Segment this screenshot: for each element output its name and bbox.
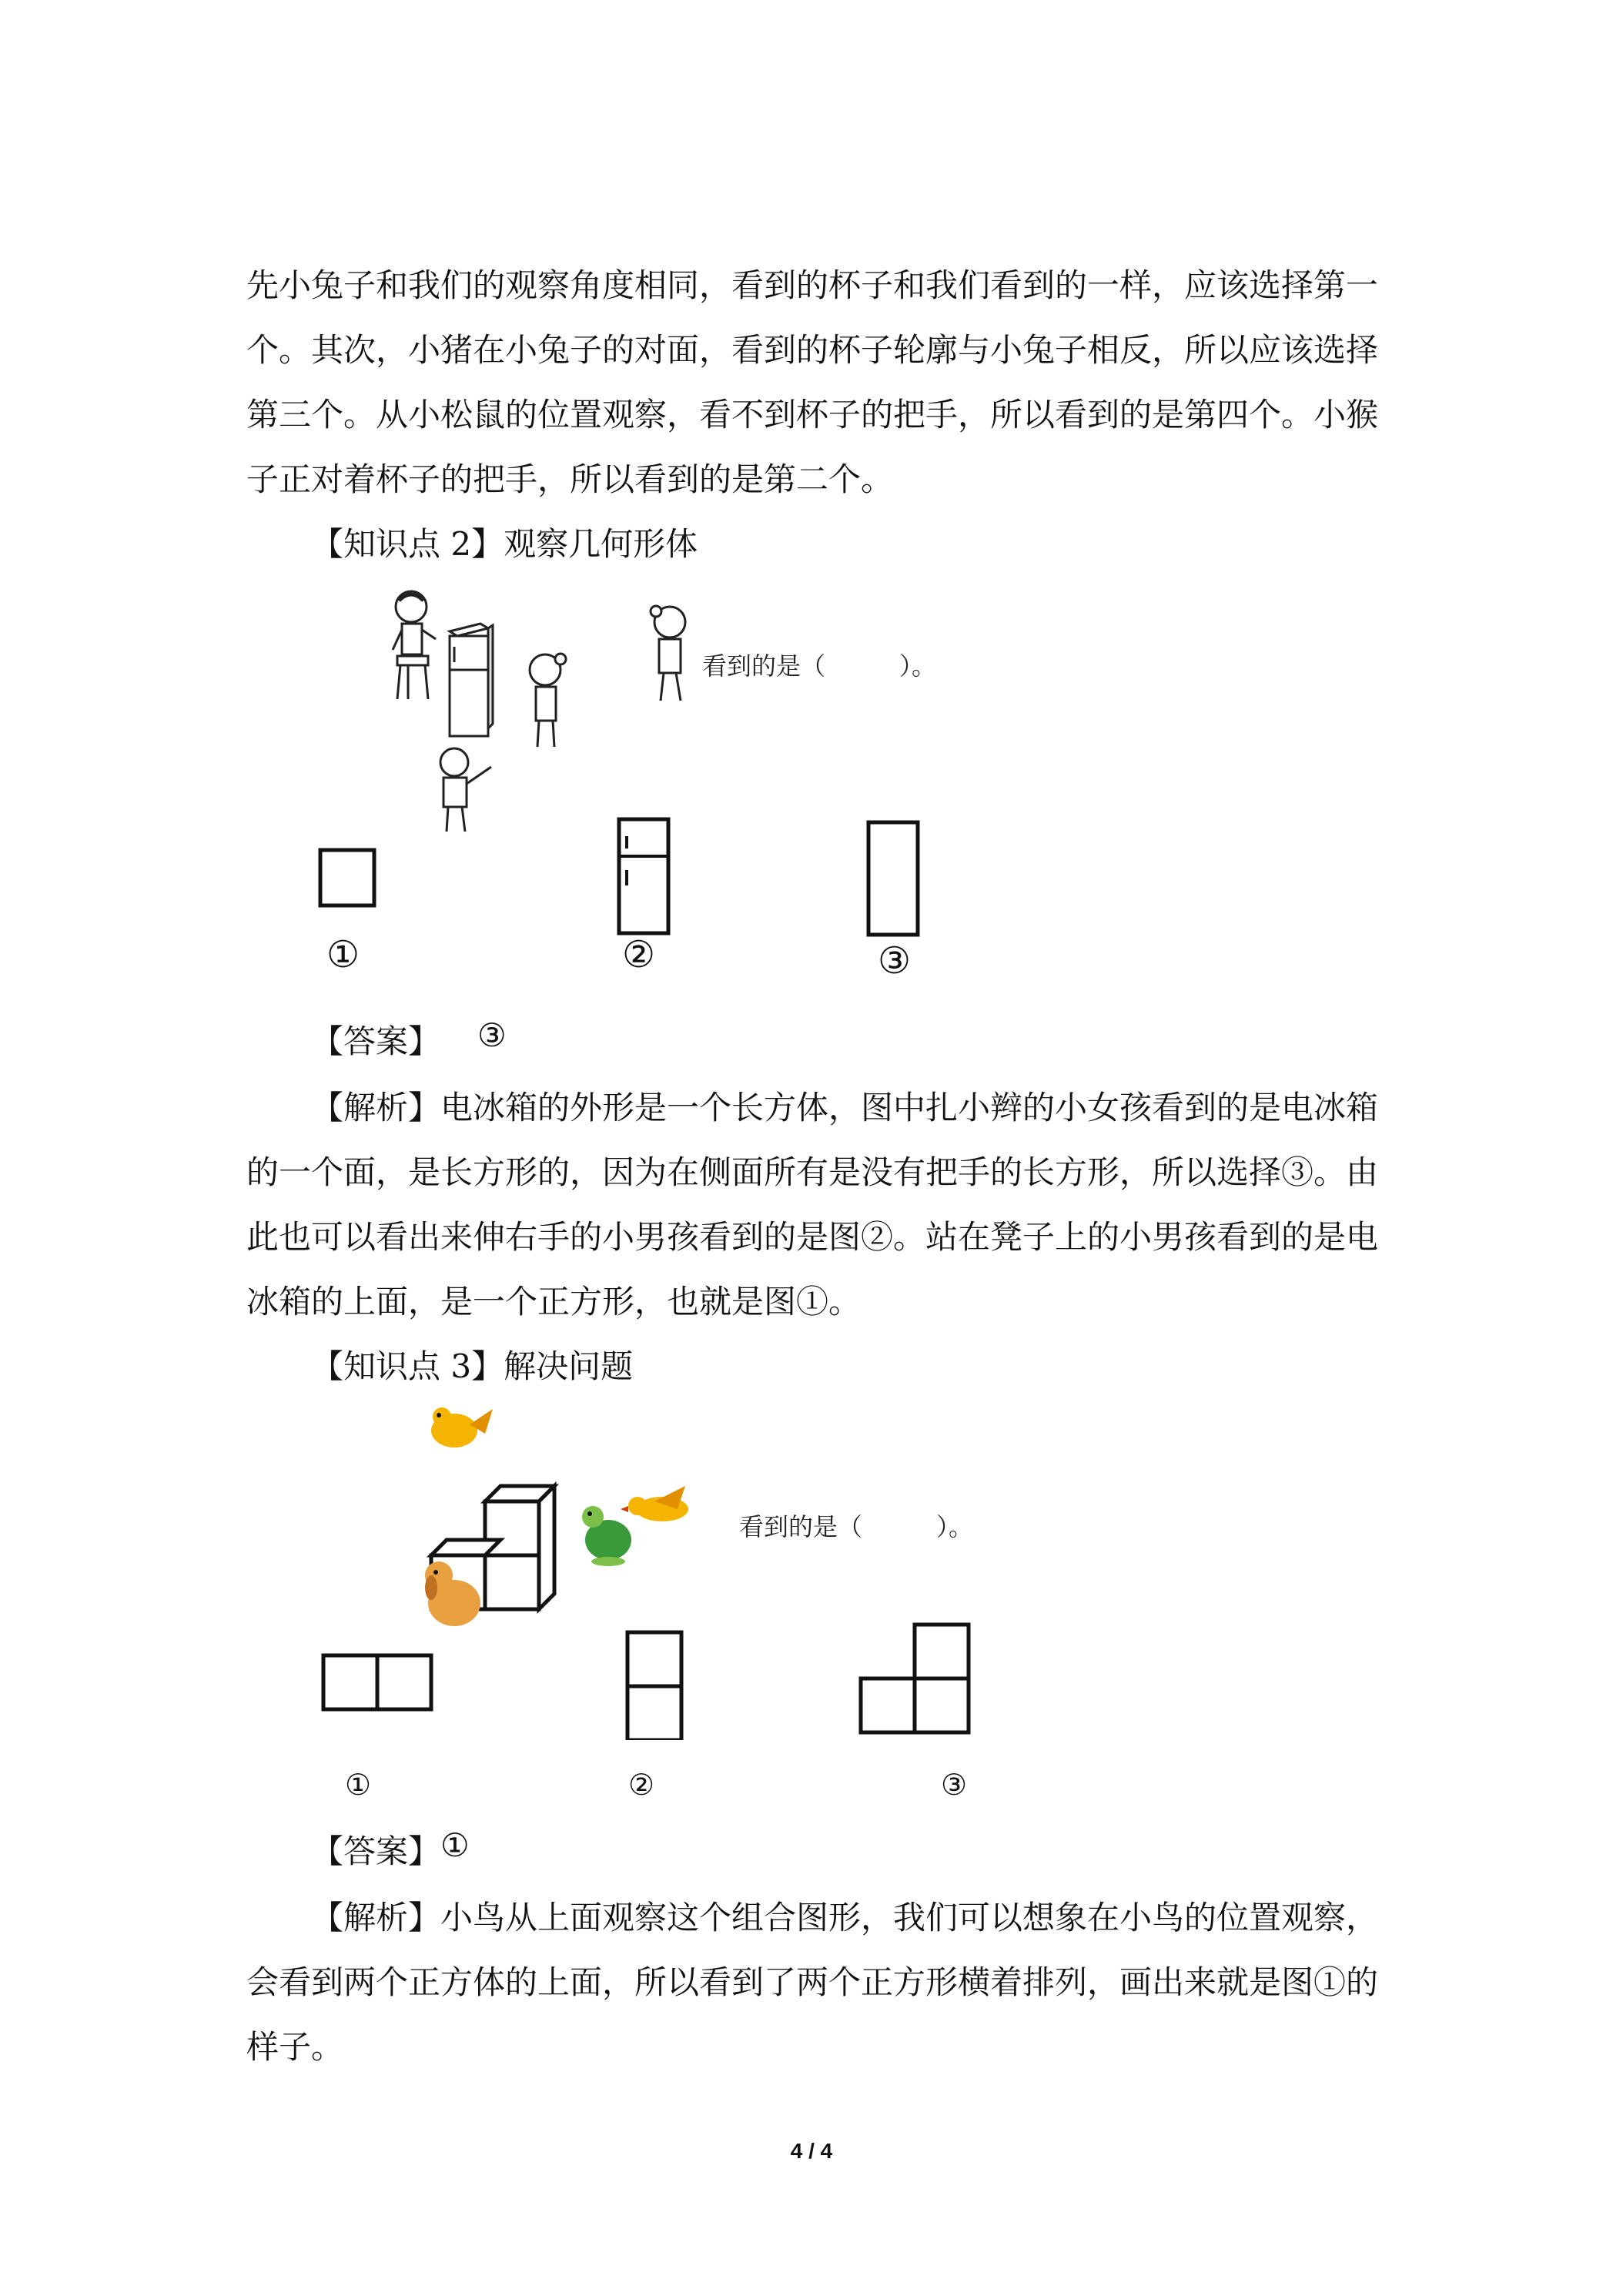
fridge-scene-illustration bbox=[385, 585, 1001, 839]
analysis-line: 的一个面，是长方形的，因为在侧面所有是没有把手的长方形，所以选择③。由 bbox=[246, 1153, 1379, 1191]
paragraph-line: 先小兔子和我们的观察角度相同，看到的杯子和我们看到的一样，应该选择第一 bbox=[246, 266, 1379, 304]
answer-value: ③ bbox=[477, 1016, 507, 1054]
turtle-icon bbox=[582, 1506, 631, 1566]
paragraph-line: 第三个。从小松鼠的位置观察，看不到杯子的把手，所以看到的是第四个。小猴 bbox=[246, 396, 1379, 433]
paragraph-line: 子正对着杯子的把手，所以看到的是第二个。 bbox=[246, 460, 894, 498]
option-label: ③ bbox=[878, 939, 912, 982]
question-caption: 看到的是（ ）。 bbox=[739, 1512, 974, 1541]
paragraph-line: 个。其次，小猪在小兔子的对面，看到的杯子轮廓与小兔子相反，所以应该选择 bbox=[246, 331, 1379, 369]
view-options-figure bbox=[316, 816, 1086, 939]
analysis-line: 【解析】电冰箱的外形是一个长方体，图中扎小辫的小女孩看到的是电冰箱 bbox=[311, 1089, 1379, 1126]
section-heading: 【知识点 2】观察几何形体 bbox=[311, 525, 698, 563]
page-number: 4 / 4 bbox=[790, 2139, 833, 2163]
two-squares-horizontal-icon bbox=[323, 1655, 431, 1709]
answer-value: ① bbox=[440, 1826, 470, 1864]
option-label: ② bbox=[622, 933, 656, 976]
section-heading: 【知识点 3】解决问题 bbox=[311, 1347, 634, 1385]
analysis-line: 【解析】小鸟从上面观察这个组合图形，我们可以想象在小鸟的位置观察， bbox=[311, 1899, 1379, 1936]
option-label: ① bbox=[345, 1768, 372, 1802]
analysis-line: 冰箱的上面，是一个正方形，也就是图①。 bbox=[246, 1283, 862, 1320]
option-label: ③ bbox=[941, 1768, 968, 1802]
option-label: ② bbox=[628, 1768, 655, 1802]
fridge-front-option-icon bbox=[619, 819, 668, 933]
parrot-icon bbox=[431, 1407, 493, 1448]
analysis-line: 样子。 bbox=[246, 2028, 344, 2066]
answer-label: 【答案】 bbox=[311, 1832, 441, 1870]
view-options-figure bbox=[316, 1617, 1047, 1740]
boy-on-stool-icon bbox=[393, 591, 436, 699]
girl-icon bbox=[530, 654, 566, 747]
analysis-line: 此也可以看出来伸右手的小男孩看到的是图②。站在凳子上的小男孩看到的是电 bbox=[246, 1218, 1379, 1256]
question-caption: 看到的是（ ）。 bbox=[702, 651, 937, 681]
option-label: ① bbox=[326, 933, 360, 976]
analysis-line: 会看到两个正方体的上面，所以看到了两个正方形横着排列，画出来就是图①的 bbox=[246, 1963, 1379, 2001]
observer-girl-icon bbox=[651, 606, 685, 701]
l-shape-squares-icon bbox=[861, 1625, 969, 1732]
square-option-icon bbox=[320, 850, 374, 905]
answer-label: 【答案】 bbox=[311, 1022, 441, 1060]
bird-icon bbox=[621, 1486, 688, 1521]
fridge-icon bbox=[450, 624, 493, 736]
rectangle-option-icon bbox=[868, 822, 918, 935]
two-squares-vertical-icon bbox=[627, 1632, 681, 1740]
